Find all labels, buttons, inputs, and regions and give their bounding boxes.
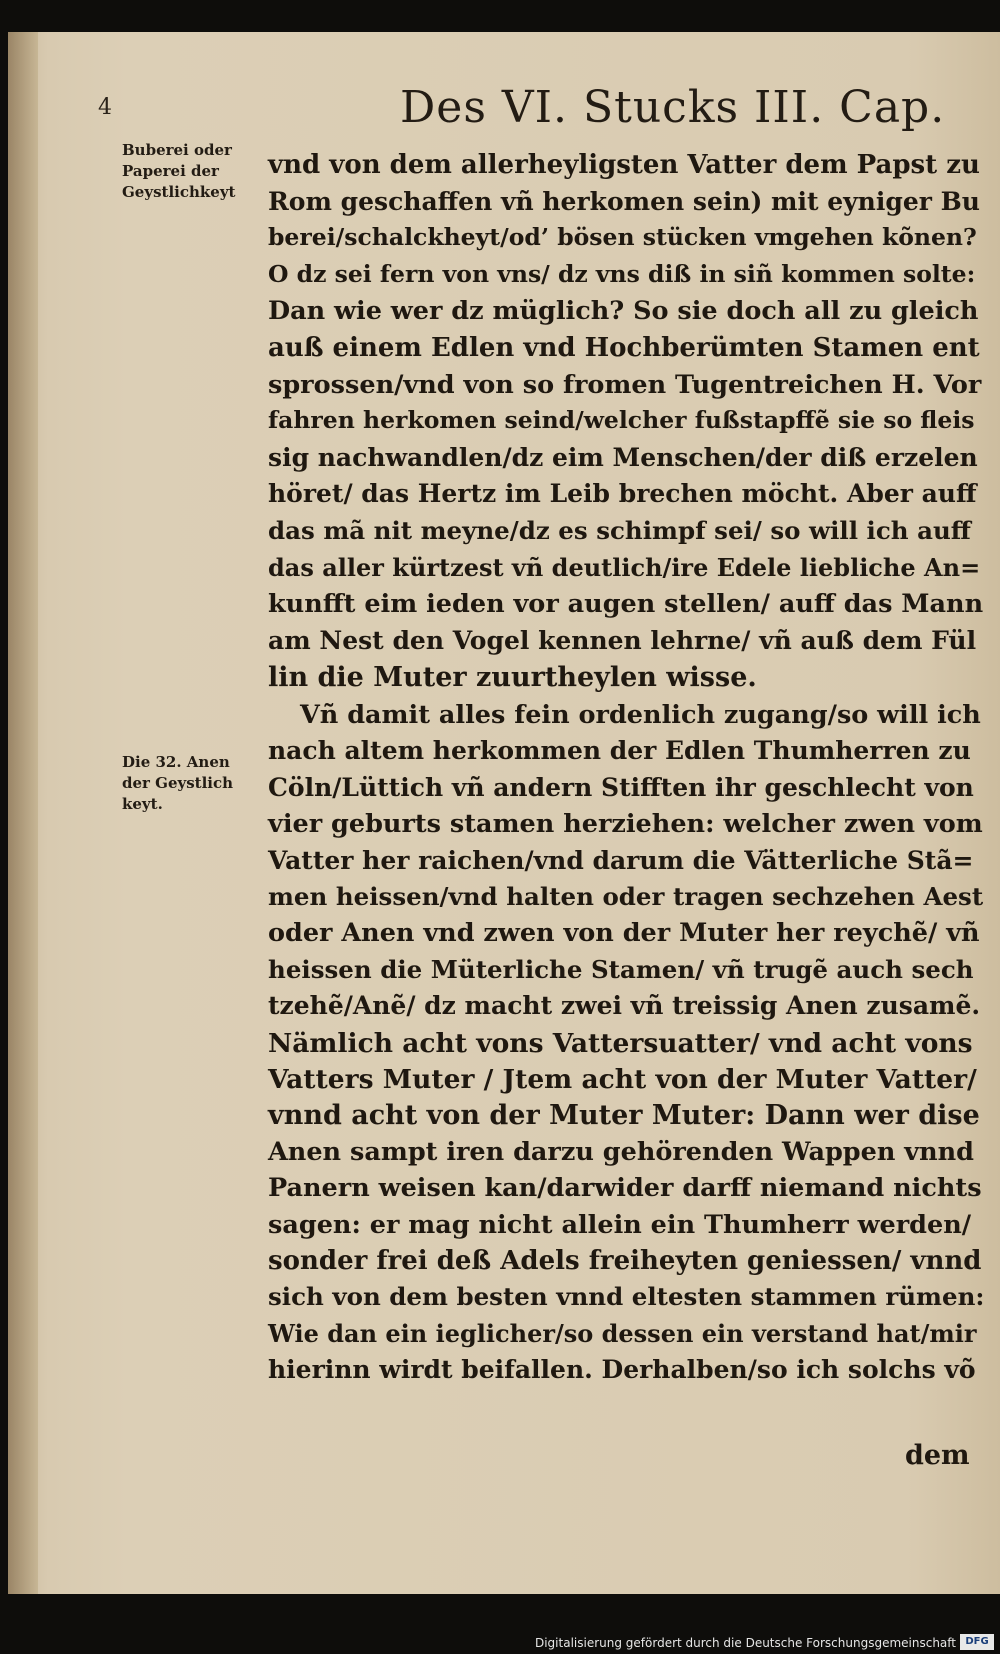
dfg-logo-icon: DFG (960, 1634, 994, 1650)
folio-mark: 4 (98, 95, 112, 120)
marginal-note-line: Paperei der (122, 162, 219, 180)
text-line: kunfft eim ieden vor augen stellen/ auff das Mann (268, 589, 984, 620)
marginal-note-line: Buberei oder (122, 141, 232, 159)
text-line: vnd von dem allerheyligsten Vatter dem Papst zu (268, 150, 980, 180)
footer-credit: Digitalisierung gefördert durch die Deutsche Forschungsgemeinschaft (534, 1636, 956, 1650)
text-line: berei/schalckheyt/od’ bösen stücken vmgehen kõnen? (268, 223, 977, 252)
marginal-note-2 (122, 752, 262, 815)
text-line: Cöln/Lüttich vñ andern Stifften ihr geschlecht von (268, 772, 974, 802)
text-line: Nämlich acht vons Vattersuatter/ vnd acht vons (268, 1027, 973, 1059)
text-line: Vatter her raichen/vnd darum die Vätterliche Stã= (268, 845, 974, 875)
text-line: am Nest den Vogel kennen lehrne/ vñ auß dem Fül (268, 625, 977, 655)
text-line: lin die Muter zuurtheylen wisse. (268, 662, 757, 694)
text-line: sich von dem besten vnnd eltesten stammen rümen: (268, 1282, 985, 1312)
marginal-note-line: der Geystlich (122, 774, 234, 792)
text-line: das mã nit meyne/dz es schimpf sei/ so will ich auff (268, 516, 971, 545)
text-line: hierinn wirdt beifallen. Derhalben/so ich solchs võ (268, 1355, 976, 1385)
text-line: Rom geschaffen vñ herkomen sein) mit eyniger Bu (268, 186, 980, 216)
text-line: oder Anen vnd zwen von der Muter her reychẽ/ vñ (268, 918, 980, 949)
text-line: heissen die Müterliche Stamen/ vñ trugẽ auch sech (268, 954, 974, 984)
marginal-note-line: Geystlichkeyt (122, 183, 236, 201)
text-line: Anen sampt iren darzu gehörenden Wappen vnnd (268, 1136, 975, 1167)
text-line: höret/ das Hertz im Leib brechen möcht. Aber auff (268, 479, 977, 509)
text-line: Dan wie wer dz müglich? So sie doch all zu gleich (268, 296, 979, 327)
text-line: sig nachwandlen/dz eim Menschen/der diß erzelen (268, 442, 978, 472)
marginal-note-line: Die 32. Anen (122, 753, 230, 771)
text-line: Vñ damit alles fein ordenlich zugang/so will ich (300, 700, 981, 730)
text-line: vnnd acht von der Muter Muter: Dann wer dise (268, 1100, 980, 1132)
text-line: O dz sei fern von vns/ dz vns diß in siñ kommen solte: (268, 259, 976, 288)
text-line: Panern weisen kan/darwider darff niemand nichts (268, 1173, 982, 1204)
text-line: Vatters Muter / Jtem acht von der Muter Vatter/ (268, 1064, 977, 1095)
text-line: Wie dan ein ieglicher/so dessen ein verstand hat/mir (268, 1318, 977, 1348)
text-line: das aller kürtzest vñ deutlich/ire Edele liebliche An= (268, 552, 981, 582)
text-line: vier geburts stamen herziehen: welcher zwen vom (268, 809, 983, 840)
text-line: auß einem Edlen vnd Hochberümten Stamen ent (268, 333, 980, 363)
text-line: men heissen/vnd halten oder tragen sechzehen Aest (268, 882, 984, 911)
text-line: tzehẽ/Anẽ/ dz macht zwei vñ treissig Anen zusamẽ. (268, 991, 981, 1021)
text-line: nach altem herkommen der Edlen Thumherren zu (268, 736, 971, 766)
text-line: sprossen/vnd von so fromen Tugentreichen H. Vor (268, 369, 982, 400)
text-line: sonder frei deß Adels freiheyten geniessen/ vnnd (268, 1246, 982, 1276)
catchword: dem (905, 1440, 970, 1471)
book-gutter (8, 32, 38, 1594)
text-line: sagen: er mag nicht allein ein Thumherr werden/ (268, 1209, 972, 1240)
marginal-note-1 (122, 140, 262, 203)
text-line: fahren herkomen seind/welcher fußstapffẽ sie so fleis (268, 406, 975, 435)
running-title: Des VI. Stucks III. Cap. (400, 82, 946, 133)
marginal-note-line: keyt. (122, 795, 163, 813)
